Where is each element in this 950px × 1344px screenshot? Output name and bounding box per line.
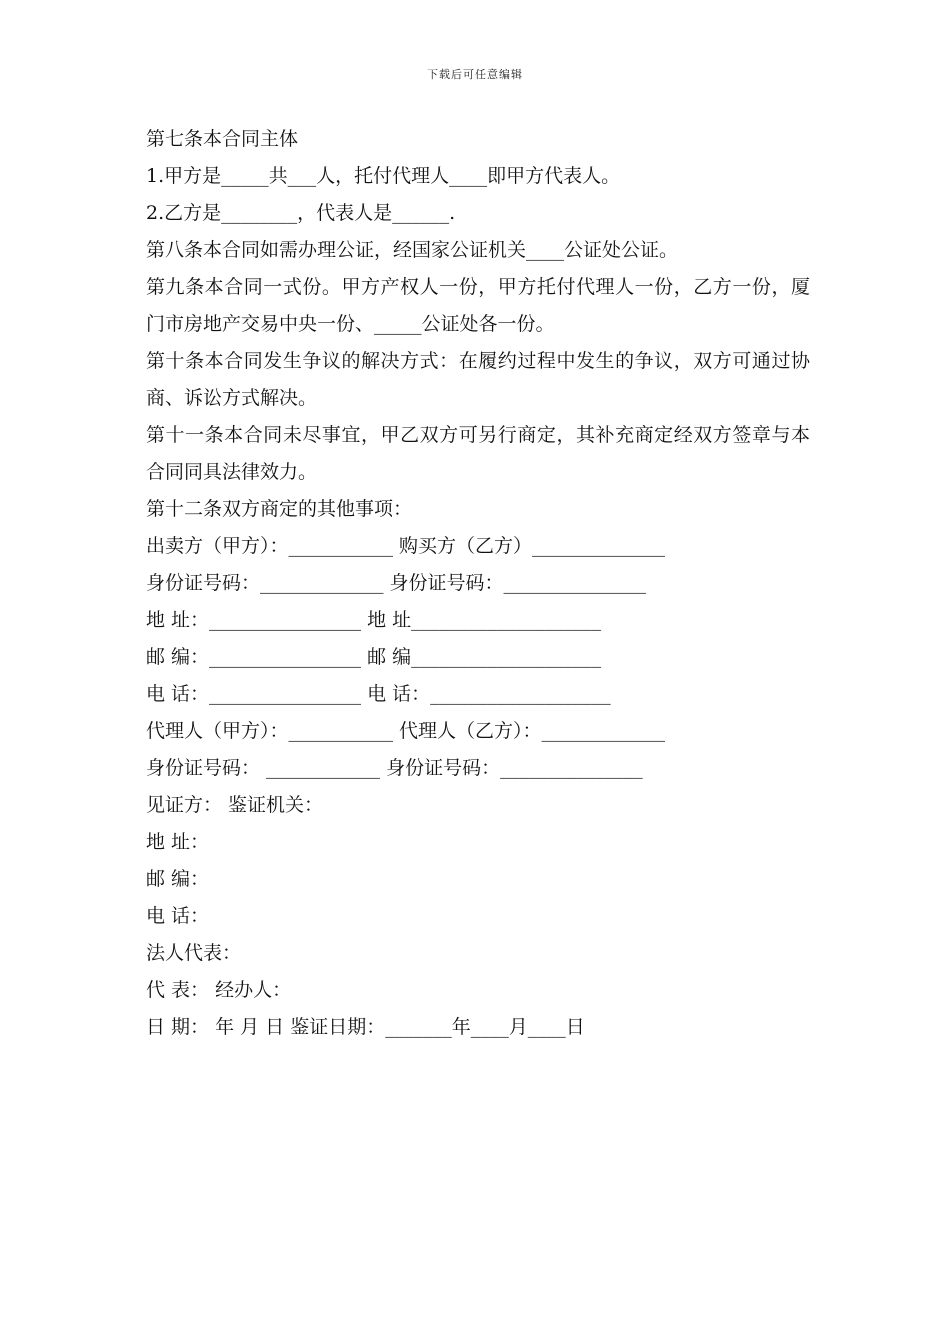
witness-line: 见证方： 鉴证机关： — [146, 794, 324, 816]
party-a-line: 1.甲方是_____共___人，托付代理人____即甲方代表人。 — [146, 165, 621, 187]
phone-line: 电 话：________________ 电 话：___________________ — [146, 683, 611, 705]
address-line: 地 址：________________ 地 址____________________ — [146, 609, 602, 631]
id-number-line: 身份证号码：_____________ 身份证号码：_______________ — [146, 572, 647, 594]
witness-address-line: 地 址： — [146, 831, 210, 853]
agent-line: 代理人（甲方）：___________ 代理人（乙方）：_____________ — [146, 720, 666, 742]
article-7-title: 第七条本合同主体 — [146, 128, 299, 150]
date-line: 日 期： 年 月 日 鉴证日期：_______年____月____日 — [146, 1016, 585, 1038]
document-body — [146, 121, 810, 1046]
article-8: 第八条本合同如需办理公证，经国家公证机关____公证处公证。 — [146, 239, 679, 261]
postal-code-line: 邮 编：________________ 邮 编____________________ — [146, 646, 602, 668]
representative-handler-line: 代 表： 经办人： — [146, 979, 292, 1001]
article-10: 第十条本合同发生争议的解决方式：在履约过程中发生的争议，双方可通过协商、诉讼方式解决。 — [146, 350, 810, 409]
article-11: 第十一条本合同未尽事宜，甲乙双方可另行商定，其补充商定经双方签章与本合同同具法律效力。 — [146, 424, 810, 483]
witness-postal-code-line: 邮 编： — [146, 868, 210, 890]
legal-representative-line: 法人代表： — [146, 942, 242, 964]
party-b-line: 2.乙方是________，代表人是______. — [146, 202, 456, 224]
header-note: 下载后可任意编辑 — [427, 68, 523, 81]
witness-phone-line: 电 话： — [146, 905, 210, 927]
agent-id-number-line: 身份证号码： ____________ 身份证号码：_______________ — [146, 757, 643, 779]
article-9: 第九条本合同一式份。甲方产权人一份，甲方托付代理人一份，乙方一份，厦门市房地产交易中央一份、_____公证处各一份。 — [146, 276, 810, 335]
article-12: 第十二条双方商定的其他事项： — [146, 498, 413, 520]
seller-buyer-line: 出卖方（甲方）：___________ 购买方（乙方）______________ — [146, 535, 666, 557]
